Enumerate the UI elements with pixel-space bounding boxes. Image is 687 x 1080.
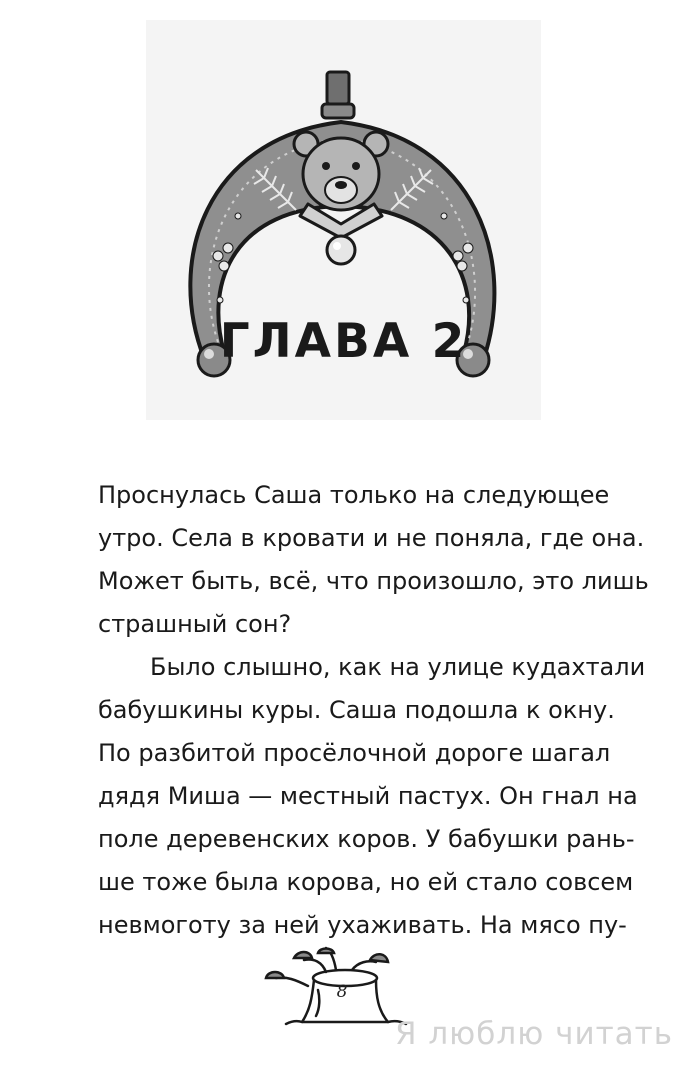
text-line: поле деревенских коров. У бабушки рань-	[98, 825, 635, 853]
body-text	[98, 474, 649, 947]
paragraph-2	[98, 646, 646, 947]
page-number: 8	[336, 982, 348, 1002]
paragraph-1	[98, 474, 649, 646]
chapter-title: ГЛАВА 2	[219, 314, 468, 369]
text-line: ше тоже была корова, но ей стало совсем	[98, 868, 634, 896]
watermark: Я люблю читать	[394, 1016, 673, 1052]
text-line: дядя Миша — местный пастух. Он гнал на	[98, 782, 638, 810]
text-line: По разбитой просёлочной дороге шагал	[98, 739, 611, 767]
text-line: Было слышно, как на улице кудахтали	[150, 653, 646, 681]
text-line: Проснулась Саша только на следующее	[98, 481, 610, 509]
text-line: страшный сон?	[98, 610, 292, 638]
text-line: невмоготу за ней ухаживать. На мясо пу-	[98, 911, 627, 939]
text-line: Может быть, всё, что произошло, это лишь	[98, 567, 649, 595]
text-line: утро. Села в кровати и не поняла, где она.	[98, 524, 645, 552]
text-line: бабушкины куры. Саша подошла к окну.	[98, 696, 615, 724]
